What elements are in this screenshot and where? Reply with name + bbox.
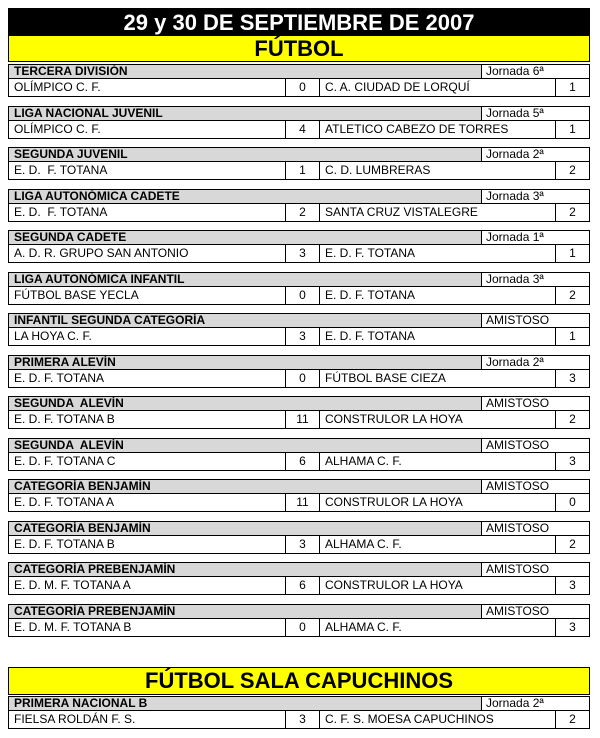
home-team: OLÍMPICO C. F. [14, 121, 101, 136]
home-score: 3 [285, 536, 319, 553]
section-round: Jornada 5ª [481, 107, 589, 120]
futbol-header: FÚTBOL [9, 36, 589, 61]
section-title: SEGUNDA CADETE [9, 231, 481, 244]
away-score: 2 [555, 204, 589, 221]
section-header-row [8, 396, 590, 411]
match-row [8, 204, 590, 222]
section-header-row [8, 696, 590, 711]
section-gap [8, 645, 590, 667]
section-title: SEGUNDA ALEVÍN [9, 439, 481, 452]
away-team: ALHAMA C. F. [319, 619, 555, 636]
results-section [8, 479, 590, 512]
home-score: 4 [285, 121, 319, 138]
section-title: CATEGORÍA BENJAMÍN [9, 522, 481, 535]
away-score: 2 [555, 536, 589, 553]
section-round: AMISTOSO [481, 397, 589, 410]
results-section [8, 313, 590, 346]
away-score: 3 [555, 453, 589, 470]
away-team: C. A. CIUDAD DE LORQUÍ [319, 79, 555, 96]
main-banner [8, 8, 590, 62]
home-team: FIELSA ROLDÁN F. S. [14, 712, 136, 726]
home-team: E. D. F. TOTANA A [14, 495, 115, 509]
away-team: CONSTRULOR LA HOYA [319, 494, 555, 511]
results-section [8, 106, 590, 139]
section-header-row [8, 438, 590, 453]
section-title: LIGA AUTONÓMICA CADETE [9, 190, 481, 203]
home-team: E. D. F. TOTANA [14, 370, 105, 385]
section-header-row [8, 313, 590, 328]
away-team: E. D. F. TOTANA [319, 245, 555, 262]
home-team: E. D. F. TOTANA C [14, 453, 116, 468]
section-header-row [8, 604, 590, 619]
away-team: FÚTBOL BASE CIEZA [319, 370, 555, 387]
away-team: SANTA CRUZ VISTALEGRE [319, 204, 555, 221]
section-round: Jornada 2ª [481, 356, 589, 369]
home-score: 3 [285, 245, 319, 262]
away-score: 2 [555, 711, 589, 728]
away-team: C. D. LUMBRERAS [319, 162, 555, 179]
section-title: PRIMERA ALEVÍN [9, 356, 481, 369]
match-row [8, 536, 590, 554]
results-section [8, 147, 590, 180]
section-header-row [8, 230, 590, 245]
away-score: 0 [555, 494, 589, 511]
home-score: 0 [285, 370, 319, 387]
section-round: AMISTOSO [481, 563, 589, 576]
match-row [8, 287, 590, 305]
section-round: AMISTOSO [481, 522, 589, 535]
section-title: LIGA NACIONAL JUVENIL [9, 107, 481, 120]
match-row [8, 577, 590, 595]
results-section [8, 272, 590, 305]
home-team: LA HOYA C. F. [14, 329, 92, 343]
section-header-row [8, 355, 590, 370]
home-team: E. D. M. F. TOTANA A [14, 578, 131, 592]
home-team: E. D. M. F. TOTANA B [14, 619, 132, 634]
away-score: 1 [555, 121, 589, 138]
home-score: 1 [285, 162, 319, 179]
results-section [8, 562, 590, 595]
results-section [8, 438, 590, 471]
match-row [8, 411, 590, 429]
away-team: ALHAMA C. F. [319, 536, 555, 553]
match-row [8, 121, 590, 139]
match-row [8, 619, 590, 637]
away-score: 3 [555, 370, 589, 387]
match-row [8, 328, 590, 346]
away-team: CONSTRULOR LA HOYA [319, 577, 555, 594]
section-round: AMISTOSO [481, 314, 589, 327]
away-score: 1 [555, 328, 589, 345]
away-team: C. F. S. MOESA CAPUCHINOS [319, 711, 555, 728]
section-round: Jornada 6ª [481, 65, 589, 78]
home-score: 6 [285, 453, 319, 470]
section-round: Jornada 2ª [481, 697, 589, 710]
home-team: E. D. F. TOTANA B [14, 412, 115, 426]
section-round: Jornada 3ª [481, 190, 589, 203]
section-round: AMISTOSO [481, 605, 589, 618]
results-section [8, 521, 590, 554]
away-score: 2 [555, 287, 589, 304]
home-team: E. D. F. TOTANA [14, 163, 108, 177]
match-row [8, 245, 590, 263]
section-title: CATEGORÍA PREBENJAMÍN [9, 605, 481, 618]
match-row [8, 79, 590, 97]
home-score: 0 [285, 619, 319, 636]
match-row [8, 453, 590, 471]
futsal-header: FÚTBOL SALA CAPUCHINOS [9, 668, 589, 694]
section-header-row [8, 562, 590, 577]
match-row [8, 494, 590, 512]
home-score: 11 [285, 494, 319, 511]
results-section [8, 230, 590, 263]
away-team: ATLETICO CABEZO DE TORRES [319, 121, 555, 138]
match-row [8, 162, 590, 180]
home-score: 6 [285, 577, 319, 594]
section-title: CATEGORÍA BENJAMÍN [9, 480, 481, 493]
home-score: 0 [285, 287, 319, 304]
section-header-row [8, 479, 590, 494]
away-team: E. D. F. TOTANA [319, 287, 555, 304]
results-section [8, 604, 590, 637]
home-team: OLÍMPICO C. F. [14, 80, 101, 94]
home-team: FÚTBOL BASE YECLA [14, 287, 139, 302]
home-team: E. D. F. TOTANA B [14, 536, 115, 551]
away-score: 3 [555, 577, 589, 594]
away-score: 1 [555, 245, 589, 262]
away-score: 2 [555, 162, 589, 179]
section-round: Jornada 1ª [481, 231, 589, 244]
section-round: Jornada 2ª [481, 148, 589, 161]
section-title: SEGUNDA JUVENIL [9, 148, 481, 161]
match-row [8, 711, 590, 729]
away-team: ALHAMA C. F. [319, 453, 555, 470]
section-header-row [8, 189, 590, 204]
match-row [8, 370, 590, 388]
home-team: E. D. F. TOTANA [14, 204, 108, 219]
home-score: 3 [285, 711, 319, 728]
section-header-row [8, 147, 590, 162]
home-score: 3 [285, 328, 319, 345]
home-score: 0 [285, 79, 319, 96]
section-round: AMISTOSO [481, 480, 589, 493]
section-header-row [8, 272, 590, 287]
section-title: SEGUNDA ALEVÍN [9, 397, 481, 410]
section-title: CATEGORÍA PREBENJAMÍN [9, 563, 481, 576]
away-score: 3 [555, 619, 589, 636]
results-section [8, 396, 590, 429]
futsal-banner [8, 667, 590, 695]
away-score: 2 [555, 411, 589, 428]
section-round: Jornada 3ª [481, 273, 589, 286]
section-header-row [8, 521, 590, 536]
home-score: 2 [285, 204, 319, 221]
results-section [8, 355, 590, 388]
away-team: CONSTRULOR LA HOYA [319, 411, 555, 428]
results-section [8, 64, 590, 97]
section-header-row [8, 64, 590, 79]
results-section [8, 696, 590, 729]
results-section [8, 189, 590, 222]
section-round: AMISTOSO [481, 439, 589, 452]
section-title: INFANTIL SEGUNDA CATEGORÍA [9, 314, 481, 327]
away-team: E. D. F. TOTANA [319, 328, 555, 345]
home-score: 11 [285, 411, 319, 428]
home-team: A. D. R. GRUPO SAN ANTONIO [14, 246, 189, 260]
away-score: 1 [555, 79, 589, 96]
section-title: PRIMERA NACIONAL B [9, 697, 481, 710]
section-title: TERCERA DIVISIÓN [9, 65, 481, 78]
date-header: 29 y 30 DE SEPTIEMBRE DE 2007 [9, 9, 589, 36]
section-title: LIGA AUTONÓMICA INFANTIL [9, 273, 481, 286]
section-header-row [8, 106, 590, 121]
